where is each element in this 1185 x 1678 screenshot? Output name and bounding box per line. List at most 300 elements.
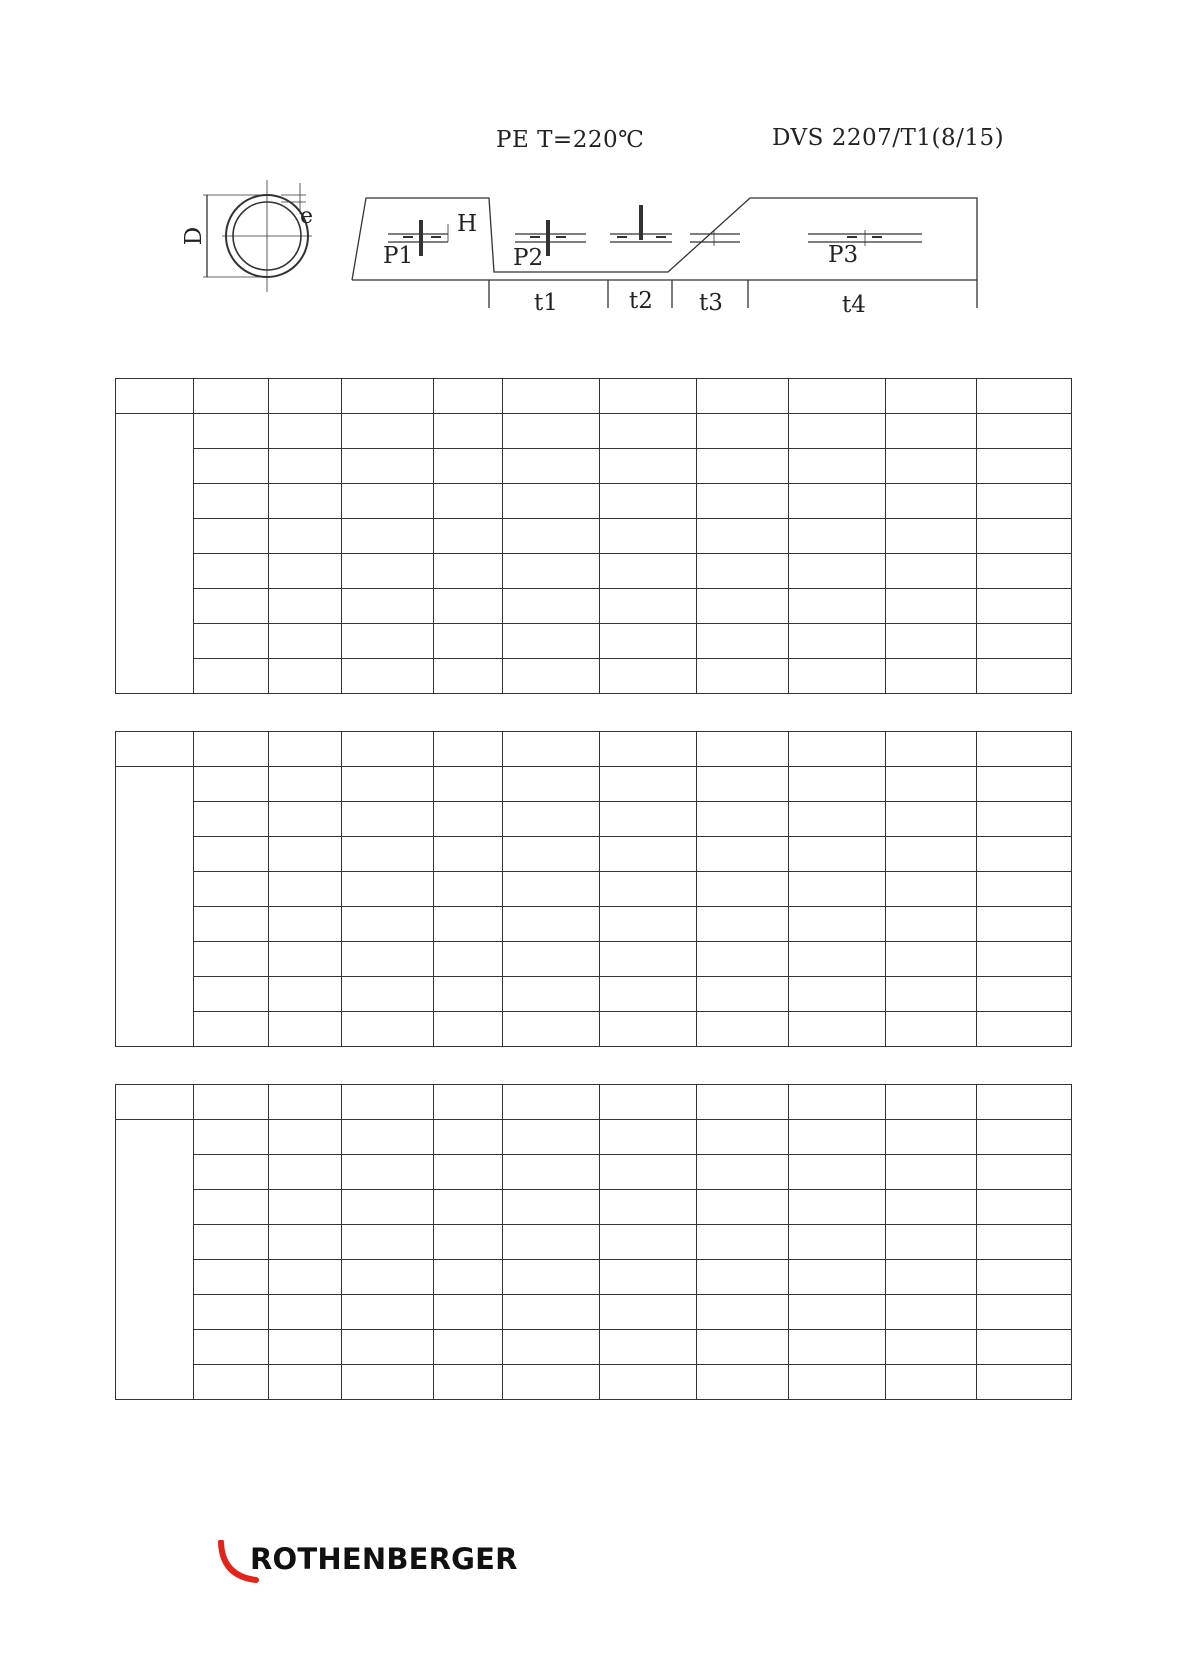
- table-cell: [434, 1365, 503, 1400]
- p3-label: P3: [828, 242, 859, 268]
- table-cell: [269, 589, 342, 624]
- table-cell: [886, 907, 977, 942]
- table-cell: [269, 1012, 342, 1047]
- table-cell: [434, 379, 503, 414]
- table-cell: [503, 1295, 600, 1330]
- table-cell: [886, 484, 977, 519]
- table-cell: [342, 907, 434, 942]
- table-row: [116, 1260, 1072, 1295]
- table-cell: [977, 484, 1072, 519]
- table-cell: [600, 1012, 697, 1047]
- table-cell: [697, 449, 789, 484]
- table-row: [116, 1225, 1072, 1260]
- table-row: [116, 837, 1072, 872]
- table-cell: [194, 767, 269, 802]
- table-cell: [697, 484, 789, 519]
- table-cell: [977, 659, 1072, 694]
- table-cell: [600, 484, 697, 519]
- table-cell: [886, 1085, 977, 1120]
- table-cell: [434, 1085, 503, 1120]
- table-cell: [434, 977, 503, 1012]
- table-cell: [269, 1155, 342, 1190]
- table-cell: [697, 519, 789, 554]
- table-cell: [342, 1365, 434, 1400]
- table-cell: [194, 977, 269, 1012]
- table-cell: [342, 449, 434, 484]
- table-cell: [342, 767, 434, 802]
- table-cell: [503, 802, 600, 837]
- p1-label: P1: [383, 243, 414, 269]
- table-cell: [697, 589, 789, 624]
- table-cell: [789, 1190, 886, 1225]
- table-cell: [697, 1085, 789, 1120]
- table-cell: [269, 1225, 342, 1260]
- table-cell: [600, 802, 697, 837]
- table-cell: [194, 1260, 269, 1295]
- table-cell: [342, 802, 434, 837]
- table-cell: [886, 624, 977, 659]
- table-cell: [697, 977, 789, 1012]
- table-cell: [886, 872, 977, 907]
- table-cell: [789, 449, 886, 484]
- table-cell: [116, 414, 194, 694]
- table-cell: [269, 624, 342, 659]
- table-cell: [503, 414, 600, 449]
- table-cell: [977, 1012, 1072, 1047]
- table-cell: [342, 732, 434, 767]
- table-cell: [434, 554, 503, 589]
- table-row: [116, 414, 1072, 449]
- table-cell: [342, 519, 434, 554]
- butt-fusion-diagram: [0, 0, 1185, 340]
- table-cell: [434, 1260, 503, 1295]
- table-cell: [977, 1120, 1072, 1155]
- table-cell: [977, 1330, 1072, 1365]
- table-cell: [789, 589, 886, 624]
- table-cell: [342, 1085, 434, 1120]
- table-cell: [600, 659, 697, 694]
- table-cell: [886, 767, 977, 802]
- table-row: [116, 907, 1072, 942]
- table-cell: [600, 554, 697, 589]
- table-cell: [977, 379, 1072, 414]
- table-cell: [600, 1365, 697, 1400]
- table-cell: [194, 1085, 269, 1120]
- table-cell: [503, 1085, 600, 1120]
- table-row: [116, 1295, 1072, 1330]
- table-row: [116, 554, 1072, 589]
- table-cell: [269, 977, 342, 1012]
- table-cell: [886, 589, 977, 624]
- table-cell: [886, 1365, 977, 1400]
- table-cell: [342, 942, 434, 977]
- table-cell: [434, 942, 503, 977]
- document-title: PE T=220℃: [496, 127, 645, 153]
- table-cell: [600, 449, 697, 484]
- table-cell: [116, 379, 194, 414]
- table-cell: [269, 767, 342, 802]
- table-cell: [194, 449, 269, 484]
- table-cell: [697, 942, 789, 977]
- t4-label: t4: [842, 292, 866, 318]
- table-cell: [194, 872, 269, 907]
- table-cell: [503, 1012, 600, 1047]
- table-body: [116, 732, 1072, 1047]
- table-cell: [697, 659, 789, 694]
- table-cell: [434, 624, 503, 659]
- table-body: [116, 1085, 1072, 1400]
- table-cell: [600, 1330, 697, 1365]
- table-cell: [342, 1012, 434, 1047]
- table-row: [116, 449, 1072, 484]
- table-cell: [789, 1260, 886, 1295]
- table-cell: [194, 589, 269, 624]
- table-cell: [269, 942, 342, 977]
- table-cell: [977, 732, 1072, 767]
- table-cell: [269, 659, 342, 694]
- t1-label: t1: [534, 290, 558, 316]
- table-cell: [789, 977, 886, 1012]
- table-cell: [194, 907, 269, 942]
- table-cell: [434, 484, 503, 519]
- parameter-table-1: [115, 378, 1072, 694]
- table-cell: [503, 1190, 600, 1225]
- table-cell: [600, 1225, 697, 1260]
- table-cell: [789, 872, 886, 907]
- table-cell: [194, 554, 269, 589]
- table-cell: [600, 1155, 697, 1190]
- table-cell: [600, 414, 697, 449]
- table-cell: [269, 414, 342, 449]
- table-cell: [194, 519, 269, 554]
- table-cell: [503, 589, 600, 624]
- table-cell: [789, 1085, 886, 1120]
- table-row: [116, 589, 1072, 624]
- table-cell: [600, 872, 697, 907]
- rothenberger-logo: [216, 1540, 518, 1590]
- table-cell: [789, 1330, 886, 1365]
- table-cell: [269, 907, 342, 942]
- table-cell: [977, 802, 1072, 837]
- table-cell: [789, 802, 886, 837]
- table-cell: [789, 1012, 886, 1047]
- table-cell: [503, 484, 600, 519]
- table-cell: [194, 1190, 269, 1225]
- table-cell: [342, 1330, 434, 1365]
- table-cell: [697, 554, 789, 589]
- table-cell: [194, 624, 269, 659]
- p2-label: P2: [513, 245, 544, 271]
- table-cell: [789, 1365, 886, 1400]
- table-cell: [886, 837, 977, 872]
- table-cell: [600, 589, 697, 624]
- table-header-row: [116, 1085, 1072, 1120]
- table-cell: [434, 414, 503, 449]
- table-cell: [342, 1190, 434, 1225]
- table-row: [116, 1155, 1072, 1190]
- table-cell: [194, 1295, 269, 1330]
- table-cell: [886, 1190, 977, 1225]
- table-cell: [269, 1295, 342, 1330]
- table-cell: [503, 1260, 600, 1295]
- table-cell: [977, 414, 1072, 449]
- table-cell: [789, 837, 886, 872]
- table-cell: [886, 379, 977, 414]
- table-cell: [342, 1260, 434, 1295]
- table-cell: [194, 1225, 269, 1260]
- table-cell: [269, 872, 342, 907]
- table-cell: [116, 1085, 194, 1120]
- table-cell: [886, 1330, 977, 1365]
- table-cell: [342, 977, 434, 1012]
- table-cell: [434, 1225, 503, 1260]
- table-cell: [194, 1120, 269, 1155]
- table-cell: [886, 732, 977, 767]
- parameter-table-3: [115, 1084, 1072, 1400]
- table-cell: [503, 1365, 600, 1400]
- table-cell: [977, 767, 1072, 802]
- table-cell: [194, 379, 269, 414]
- table-cell: [886, 977, 977, 1012]
- table-cell: [342, 589, 434, 624]
- table-cell: [600, 767, 697, 802]
- table-cell: [269, 484, 342, 519]
- table-cell: [886, 1120, 977, 1155]
- table-cell: [116, 767, 194, 1047]
- table-cell: [886, 414, 977, 449]
- table-cell: [600, 1120, 697, 1155]
- table-cell: [697, 872, 789, 907]
- table-cell: [116, 1120, 194, 1400]
- table-cell: [342, 379, 434, 414]
- table-cell: [342, 414, 434, 449]
- table-cell: [194, 1330, 269, 1365]
- table-cell: [886, 449, 977, 484]
- bead-height-label: H: [457, 211, 478, 237]
- table-cell: [977, 1295, 1072, 1330]
- table-cell: [697, 802, 789, 837]
- table-row: [116, 1365, 1072, 1400]
- table-cell: [269, 379, 342, 414]
- table-cell: [789, 484, 886, 519]
- table-row: [116, 519, 1072, 554]
- table-cell: [434, 1012, 503, 1047]
- table-cell: [697, 1225, 789, 1260]
- table-cell: [269, 554, 342, 589]
- table-cell: [434, 1120, 503, 1155]
- table-row: [116, 1190, 1072, 1225]
- table-cell: [342, 1225, 434, 1260]
- table-cell: [503, 1330, 600, 1365]
- table-cell: [789, 519, 886, 554]
- table-cell: [977, 837, 1072, 872]
- parameter-table-2: [115, 731, 1072, 1047]
- table-cell: [434, 1190, 503, 1225]
- table-cell: [886, 554, 977, 589]
- table-cell: [434, 872, 503, 907]
- table-cell: [697, 1155, 789, 1190]
- pressure-time-profile: [352, 198, 977, 308]
- table-cell: [697, 767, 789, 802]
- table-cell: [789, 907, 886, 942]
- table-cell: [194, 802, 269, 837]
- table-cell: [269, 837, 342, 872]
- table-cell: [600, 379, 697, 414]
- table-cell: [789, 379, 886, 414]
- table-cell: [342, 1120, 434, 1155]
- table-cell: [977, 449, 1072, 484]
- table-cell: [789, 732, 886, 767]
- table-cell: [789, 1225, 886, 1260]
- table-cell: [434, 837, 503, 872]
- table-cell: [886, 1295, 977, 1330]
- table-row: [116, 1120, 1072, 1155]
- table-row: [116, 977, 1072, 1012]
- table-cell: [116, 732, 194, 767]
- table-cell: [434, 1330, 503, 1365]
- table-cell: [194, 659, 269, 694]
- table-cell: [503, 767, 600, 802]
- table-cell: [977, 1190, 1072, 1225]
- table-cell: [697, 1330, 789, 1365]
- table-cell: [434, 802, 503, 837]
- table-cell: [977, 1155, 1072, 1190]
- table-cell: [977, 519, 1072, 554]
- table-row: [116, 1012, 1072, 1047]
- table-cell: [977, 1085, 1072, 1120]
- table-cell: [194, 1155, 269, 1190]
- table-cell: [503, 872, 600, 907]
- table-cell: [600, 907, 697, 942]
- table-cell: [600, 624, 697, 659]
- table-cell: [600, 519, 697, 554]
- table-row: [116, 624, 1072, 659]
- table-cell: [697, 837, 789, 872]
- table-cell: [434, 589, 503, 624]
- table-cell: [697, 379, 789, 414]
- table-cell: [342, 484, 434, 519]
- table-header-row: [116, 732, 1072, 767]
- table-cell: [977, 554, 1072, 589]
- table-cell: [789, 1120, 886, 1155]
- table-cell: [886, 659, 977, 694]
- table-cell: [789, 1295, 886, 1330]
- table-header-row: [116, 379, 1072, 414]
- table-cell: [977, 624, 1072, 659]
- table-cell: [434, 732, 503, 767]
- table-cell: [269, 449, 342, 484]
- standard-reference: DVS 2207/T1(8/15): [772, 125, 1005, 151]
- table-cell: [977, 1260, 1072, 1295]
- table-cell: [503, 1225, 600, 1260]
- table-cell: [503, 519, 600, 554]
- table-cell: [342, 872, 434, 907]
- table-cell: [269, 1260, 342, 1295]
- table-row: [116, 942, 1072, 977]
- table-cell: [434, 519, 503, 554]
- table-cell: [503, 659, 600, 694]
- table-cell: [434, 449, 503, 484]
- table-cell: [789, 942, 886, 977]
- table-cell: [600, 732, 697, 767]
- table-cell: [269, 1085, 342, 1120]
- table-cell: [503, 837, 600, 872]
- table-cell: [886, 1225, 977, 1260]
- table-cell: [503, 554, 600, 589]
- table-cell: [434, 659, 503, 694]
- table-cell: [697, 1260, 789, 1295]
- table-cell: [194, 1012, 269, 1047]
- table-body: [116, 379, 1072, 694]
- table-cell: [697, 624, 789, 659]
- table-row: [116, 1330, 1072, 1365]
- table-cell: [342, 1155, 434, 1190]
- table-cell: [697, 1365, 789, 1400]
- table-cell: [600, 977, 697, 1012]
- table-cell: [269, 1120, 342, 1155]
- table-cell: [600, 1260, 697, 1295]
- table-cell: [503, 1120, 600, 1155]
- table-cell: [886, 1012, 977, 1047]
- table-cell: [342, 1295, 434, 1330]
- brand-name: ROTHENBERGER: [250, 1542, 518, 1576]
- table-cell: [503, 449, 600, 484]
- table-row: [116, 659, 1072, 694]
- table-cell: [342, 554, 434, 589]
- table-cell: [269, 1190, 342, 1225]
- table-cell: [503, 624, 600, 659]
- table-cell: [434, 1155, 503, 1190]
- diameter-label: D: [181, 226, 207, 246]
- table-cell: [194, 1365, 269, 1400]
- table-cell: [789, 554, 886, 589]
- table-row: [116, 802, 1072, 837]
- table-cell: [269, 519, 342, 554]
- pipe-cross-section-icon: [203, 180, 312, 292]
- table-cell: [194, 732, 269, 767]
- table-cell: [269, 1330, 342, 1365]
- table-cell: [434, 767, 503, 802]
- table-cell: [503, 942, 600, 977]
- table-cell: [434, 1295, 503, 1330]
- table-cell: [194, 942, 269, 977]
- table-cell: [886, 802, 977, 837]
- table-cell: [697, 732, 789, 767]
- table-cell: [789, 414, 886, 449]
- table-cell: [503, 1155, 600, 1190]
- table-cell: [503, 379, 600, 414]
- table-cell: [434, 907, 503, 942]
- table-row: [116, 484, 1072, 519]
- table-cell: [886, 519, 977, 554]
- table-cell: [886, 1260, 977, 1295]
- table-cell: [977, 977, 1072, 1012]
- table-cell: [269, 1365, 342, 1400]
- table-cell: [503, 732, 600, 767]
- table-cell: [194, 484, 269, 519]
- table-cell: [697, 1295, 789, 1330]
- table-cell: [789, 659, 886, 694]
- table-cell: [977, 589, 1072, 624]
- t3-label: t3: [699, 290, 723, 316]
- table-cell: [269, 732, 342, 767]
- table-cell: [269, 802, 342, 837]
- table-cell: [886, 942, 977, 977]
- table-cell: [600, 942, 697, 977]
- table-cell: [697, 1120, 789, 1155]
- table-cell: [342, 659, 434, 694]
- table-cell: [697, 1190, 789, 1225]
